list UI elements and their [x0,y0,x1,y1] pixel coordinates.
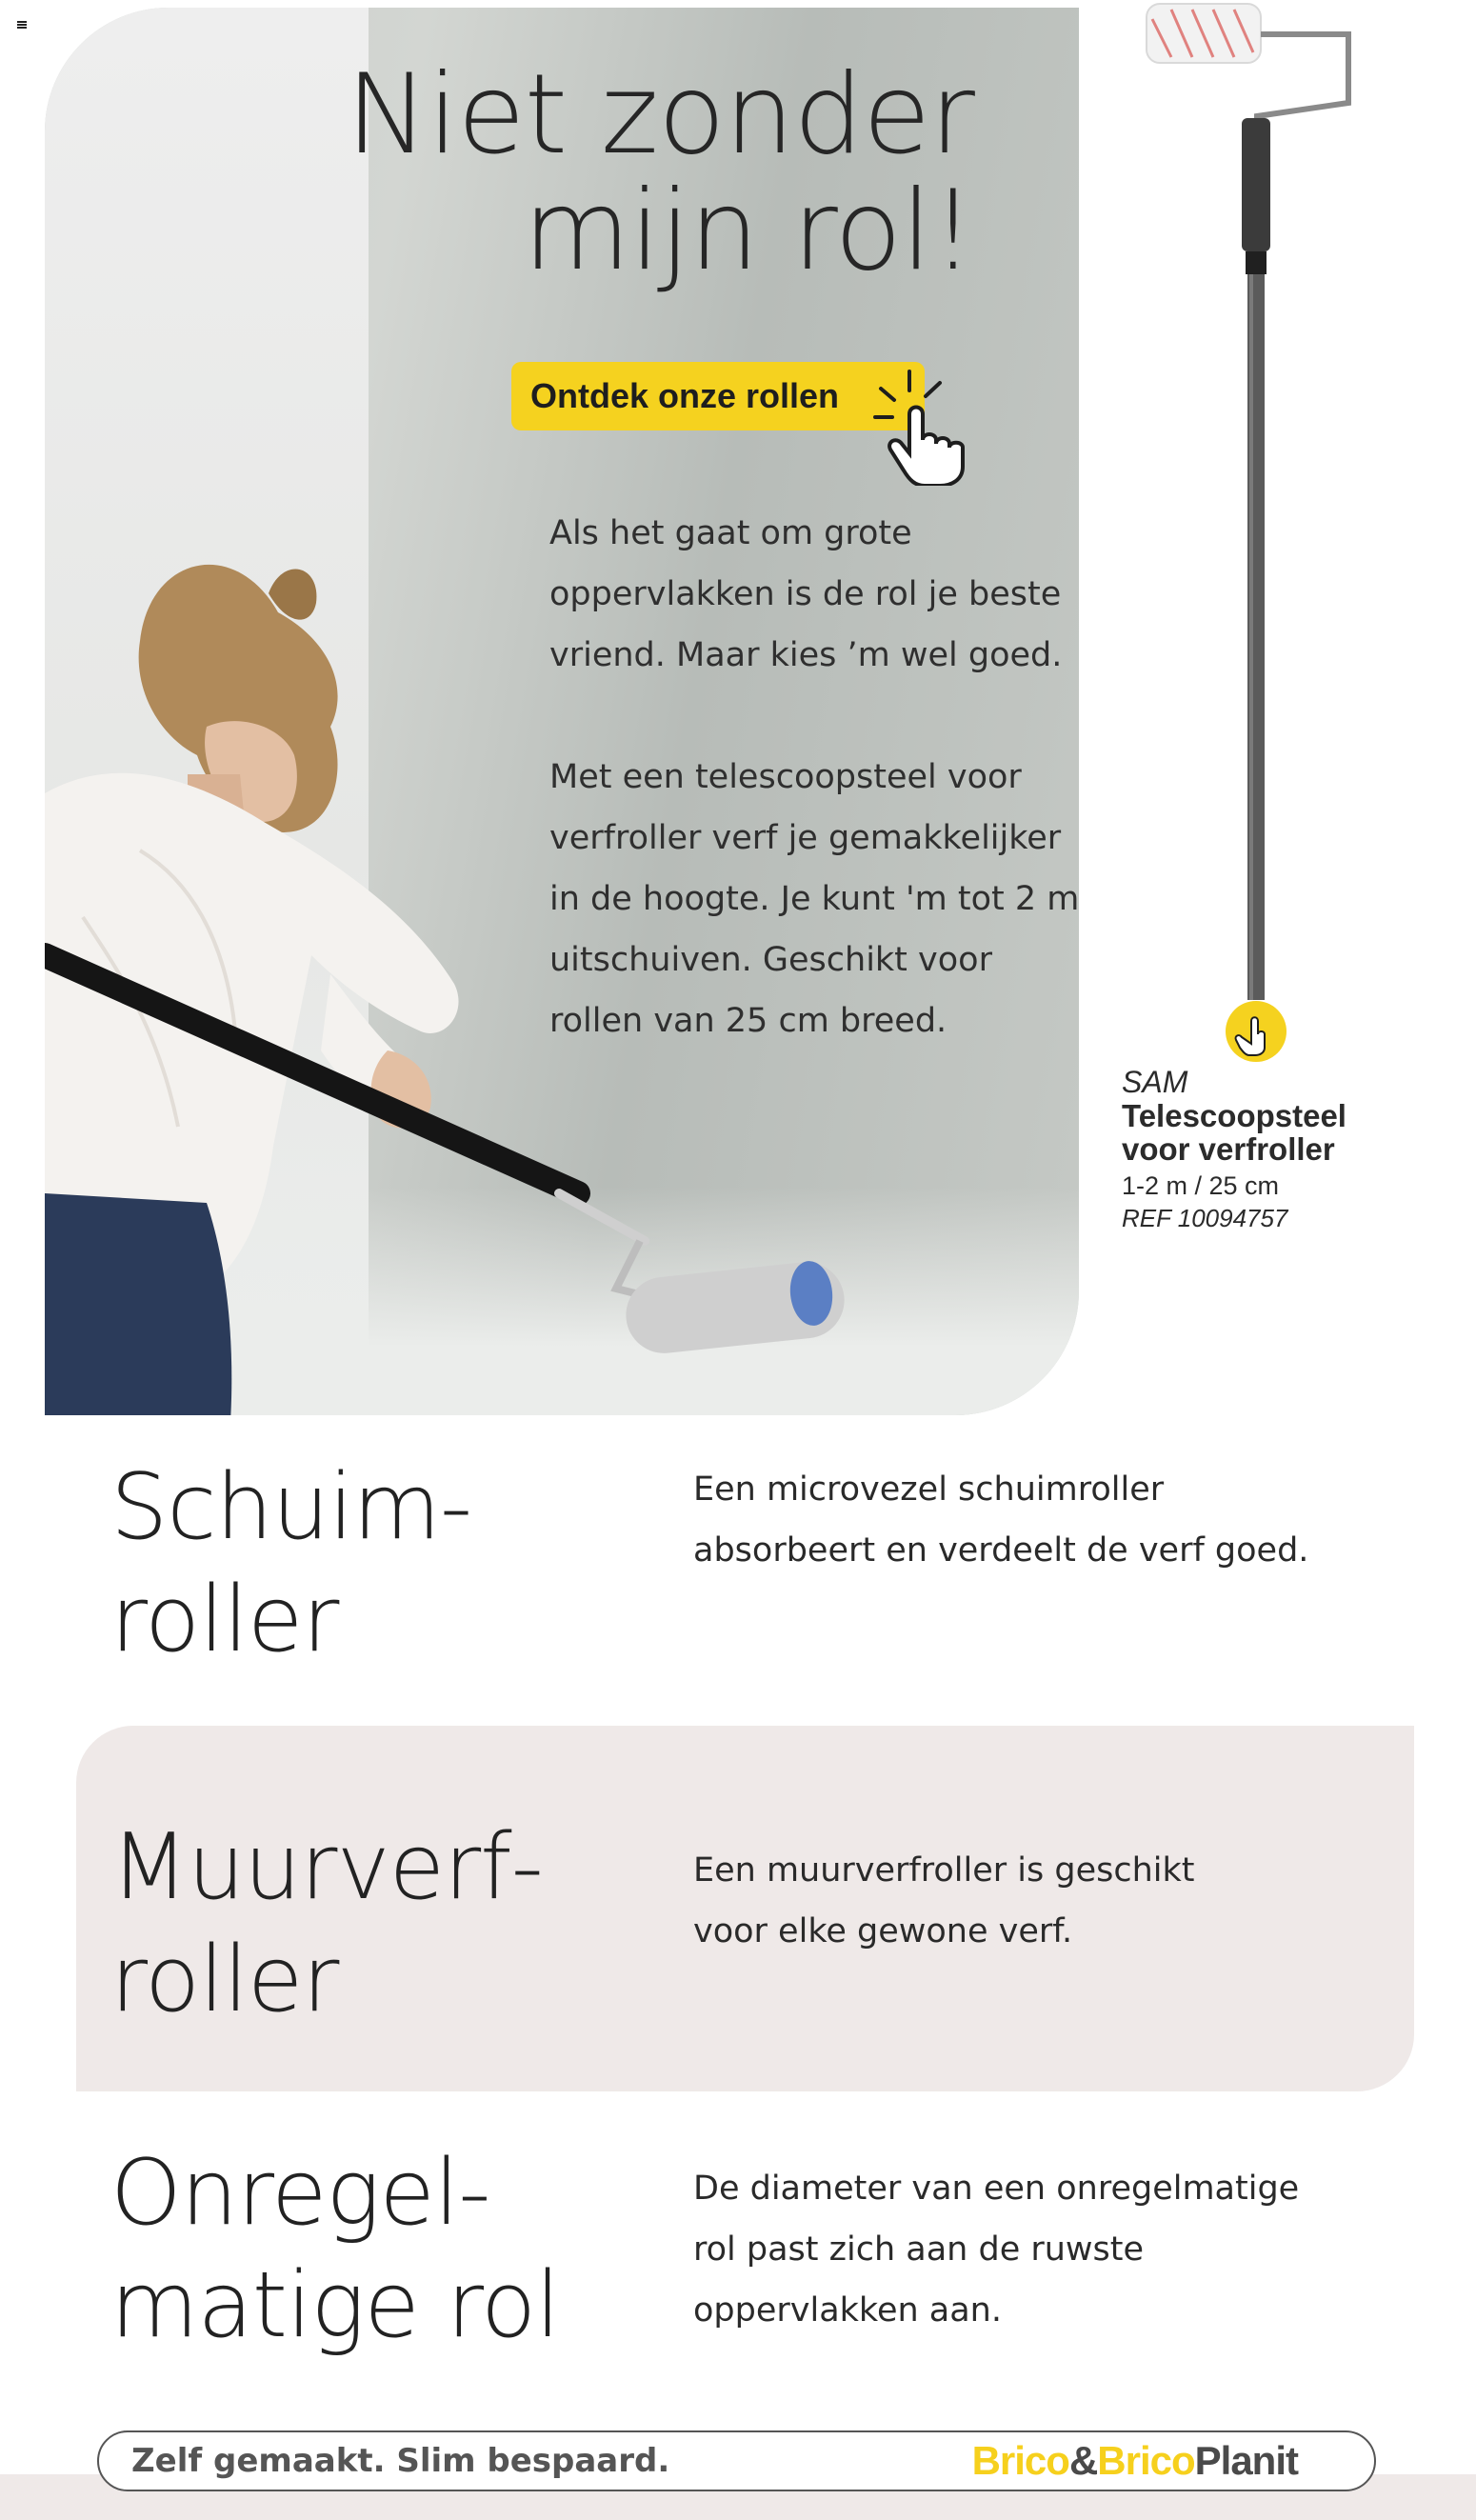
menu-icon[interactable] [17,21,27,29]
hero-paragraph-2: Met een telescoopsteel voor verfroller verf je gemakkelijker in de hoogte. Je kunt 'm tot 2 m uitschuiven. Geschikt voor rollen van 25 cm breed. [549,758,1079,1040]
section-title: Schuim- roller [110,1455,472,1672]
product-info [1122,1065,1436,1234]
section-title: Muurverf- roller [110,1815,543,2032]
section-description: De diameter van een onregelmatige rol past zich aan de ruwste oppervlakken aan. [693,2170,1300,2330]
brico-planit-logo[interactable] [972,2432,1298,2490]
product-ref: REF 10094757 [1122,1204,1288,1232]
discover-rollers-button[interactable]: Ontdek onze rollen [511,362,925,430]
hero-title-line2: mijn rol! [523,167,974,295]
product-name-line1: Telescoopsteel [1122,1098,1346,1133]
logo-planit: Planit [1194,2438,1298,2483]
product-size: 1-2 m / 25 cm [1122,1171,1280,1200]
product-name-line2: voor verfroller [1122,1131,1335,1167]
section-title: Onregel- matige rol [110,2141,560,2358]
section-description: Een microvezel schuimroller absorbeert en verdeelt de verf goed. [693,1470,1309,1570]
telescopic-pole-product-image[interactable] [1133,0,1362,1067]
hero-title [346,50,974,295]
section-irregular-roller [76,2137,1414,2375]
footer-slogan: Zelf gemaakt. Slim bespaard. [131,2442,670,2480]
section-wall-paint-roller [76,1726,1414,2091]
logo-brico-2: Brico [1097,2438,1195,2483]
section-description: Een muurverfroller is geschikt voor elke gewone verf. [693,1851,1195,1950]
hero-title-line1: Niet zonder [346,50,974,179]
section-foam-roller [76,1448,1414,1676]
logo-brico: Brico [971,2438,1069,2483]
hero-body-text [549,503,1079,1112]
footer-bar [97,2430,1376,2491]
hero-paragraph-1: Als het gaat om grote oppervlakken is de rol je beste vriend. Maar kies ’m wel goed. [549,514,1063,674]
hero-banner [45,8,1079,1415]
product-brand: SAM [1122,1065,1188,1099]
pointing-hand-icon[interactable] [873,362,1016,486]
logo-ampersand: & [1068,2438,1098,2483]
